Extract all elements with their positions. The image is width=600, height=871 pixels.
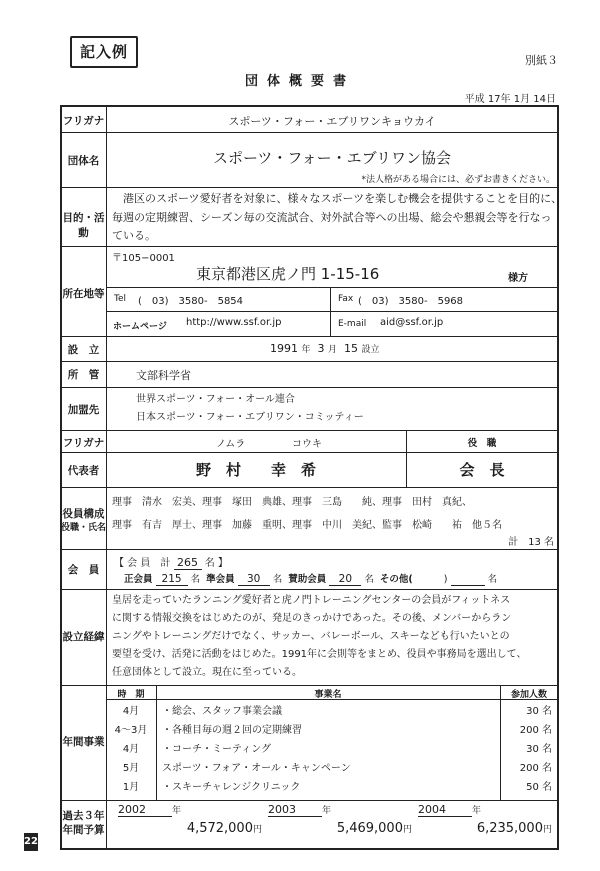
budget-block [262, 803, 412, 845]
mei-label: 名 [364, 574, 374, 585]
sama-kata: 様方 [508, 273, 528, 284]
org-furigana: スポーツ・フォー・エブリワンキョウカイ [228, 115, 436, 128]
annual-event: ・各種目毎の週２回の定期練習 [162, 725, 302, 736]
label-budget-sub: 年間予算 [62, 824, 105, 836]
established-year: 1991 [270, 342, 298, 355]
label-officers-sub: 役職・氏名 [61, 523, 107, 533]
nen-label: 年 [301, 345, 311, 355]
postal-code: 〒105−0001 [112, 253, 175, 264]
page-title: 団体概要書 [244, 74, 355, 89]
history-line: ニングやトレーニングだけでなく、サッカー、バレーボール、スキーなども行いたいとの [112, 631, 510, 642]
budget-amount-wrap [477, 821, 552, 836]
quasi-label: 準会員 [206, 574, 235, 585]
annual-count: 50 名 [526, 782, 552, 793]
table-row [106, 702, 558, 721]
label-furigana-representative: フリガナ [62, 437, 105, 449]
row-divider [106, 311, 558, 312]
row-divider [61, 246, 558, 247]
label-history: 設立経緯 [62, 631, 105, 643]
row-divider [61, 387, 558, 388]
table-row [106, 759, 558, 778]
email-label: E-mail [338, 319, 367, 329]
annual-event: ・コーチ・ミーティング [162, 744, 271, 755]
fax-value: ( 03) 3580- 5968 [358, 296, 464, 307]
budget-nen: 年 [172, 806, 182, 816]
org-note: *法人格がある場合には、必ずお書きください。 [361, 175, 555, 185]
members-breakdown [124, 571, 497, 586]
members-total [114, 554, 228, 570]
sample-stamp: 記入例 [70, 36, 138, 68]
history-line: 任意団体として設立。現在に至っている。 [112, 667, 302, 678]
annual-event: スポーツ・フォア・オール・キャンペーン [162, 763, 351, 774]
budget-yen: 円 [542, 825, 552, 835]
mei-label: 名 [487, 574, 498, 585]
org-name: スポーツ・フォー・エブリワン協会 [212, 149, 452, 167]
label-org-name: 団体名 [67, 155, 100, 167]
established-month: 3 [317, 342, 325, 355]
history-line: 要望を受け、活発に活動をはじめた。1991年に会則等をまとめ、役員や事務局を選出して、 [112, 649, 527, 660]
budget-nen: 年 [472, 806, 482, 816]
homepage-label: ホームページ [113, 322, 167, 332]
affiliation-item: 世界スポーツ・フォー・オール連合 [136, 394, 295, 405]
address-column-divider [330, 287, 331, 336]
role-header: 役 職 [467, 438, 497, 449]
budget-amount: 5,469,000 [336, 821, 403, 836]
budget-amount-wrap [187, 821, 262, 836]
budget-yen: 円 [402, 825, 412, 835]
annual-count: 200 名 [519, 763, 552, 774]
table-row [106, 778, 558, 797]
affiliation-item: 日本スポーツ・フォー・エブリワン・コミッティー [136, 412, 364, 423]
members-total-suffix: 名 】 [204, 558, 228, 569]
label-budget: 過去３年 [62, 810, 105, 822]
members-total-value: 265 [174, 556, 202, 570]
support-label: 賛助会員 [288, 574, 327, 585]
budget-nen: 年 [322, 806, 332, 816]
table-row [106, 740, 558, 759]
jurisdiction-value: 文部科学省 [136, 369, 191, 382]
tsuki-label: 月 [328, 345, 338, 355]
regular-label: 正会員 [124, 574, 153, 585]
officers-total: 計 13 名 [508, 537, 554, 548]
affiliation-list [136, 391, 364, 427]
label-established: 設 立 [67, 344, 100, 356]
tel-value: ( 03) 3580- 5854 [138, 296, 244, 307]
purpose-line: ている。 [112, 229, 156, 242]
row-divider [61, 361, 558, 362]
page-number: 22 [24, 833, 38, 851]
annual-count: 30 名 [526, 706, 552, 717]
street-address: 東京都港区虎ノ門 1-15-16 [196, 265, 380, 283]
annual-header-period: 時 期 [117, 690, 145, 700]
annual-period: 4〜3月 [114, 725, 148, 736]
budget-block [412, 803, 552, 845]
members-total-label: 【 会 員 計 [114, 558, 171, 569]
budget-year-wrap [268, 803, 331, 817]
annual-period: 4月 [122, 744, 140, 755]
annual-period: 1月 [122, 782, 140, 793]
budget-amount: 6,235,000 [476, 821, 543, 836]
label-representative: 代表者 [67, 465, 100, 477]
history-line: に関する情報交換をはじめたのが、発足のきっかけであった。その後、メンバーからラン [112, 613, 512, 624]
attachment-number: 別紙３ [525, 54, 558, 67]
budget-year-wrap [418, 803, 481, 817]
row-divider [61, 487, 558, 488]
label-address: 所在地等 [62, 288, 105, 300]
row-divider [61, 187, 558, 188]
label-officers: 役員構成 [62, 508, 105, 520]
mei-label: 名 [190, 574, 201, 585]
budget-yen: 円 [252, 825, 262, 835]
annual-rows [106, 702, 558, 797]
label-jurisdiction: 所 管 [67, 369, 100, 381]
tel-label: Tel [114, 294, 127, 304]
other-close: ) [443, 574, 448, 585]
annual-period: 5月 [122, 763, 140, 774]
officers-line: 理事 清水 宏美、理事 塚田 典雄、理事 三島 純、理事 田村 真紀、 [112, 497, 472, 508]
purpose-line: 港区のスポーツ愛好者を対象に、様々なスポーツを楽しむ機会を提供することを目的に、 [112, 192, 563, 205]
label-purpose: 目的・活動 [62, 212, 105, 239]
document-date: 平成 17年 1月 14日 [464, 94, 556, 105]
row-divider [61, 336, 558, 337]
established-day: 15 [344, 342, 359, 355]
annual-period: 4月 [122, 706, 140, 717]
purpose-text [112, 190, 562, 246]
history-line: 皇居を走っていたランニング愛好者と虎ノ門トレーニングセンターの会員がフィットネス [112, 595, 511, 606]
history-text [112, 592, 526, 682]
annual-event: ・総会、スタッフ事業会議 [162, 706, 282, 717]
annual-header-count: 参加人数 [510, 690, 547, 700]
regular-value: 215 [156, 573, 188, 586]
rep-role: 会 長 [459, 461, 505, 479]
annual-header-event: 事業名 [314, 690, 342, 700]
row-divider [106, 287, 558, 288]
setsuritsu-label: 設立 [361, 345, 380, 355]
other-label: その他( [379, 574, 413, 585]
rep-name: 野 村 幸 希 [196, 461, 317, 479]
row-divider [61, 685, 558, 686]
row-divider [61, 430, 558, 431]
budget-year-wrap [118, 803, 181, 817]
mei-label: 名 [272, 574, 283, 585]
purpose-line: 毎週の定期練習、シーズン毎の交流試合、対外試合等への出場、総会や懇親会等を行なっ [112, 210, 552, 224]
label-annual: 年間事業 [62, 736, 105, 748]
email-value: aid@ssf.or.jp [380, 317, 444, 328]
label-affiliation: 加盟先 [67, 404, 100, 416]
rep-furigana-mei: コウキ [292, 439, 322, 450]
annual-count: 200 名 [519, 725, 552, 736]
row-divider [61, 549, 558, 550]
established-date [270, 342, 380, 355]
budget-amount: 4,572,000 [186, 821, 253, 836]
budget-year: 2004 [418, 803, 472, 817]
row-divider [61, 132, 558, 133]
row-divider [61, 800, 558, 801]
rep-furigana-sei: ノムラ [216, 439, 246, 450]
row-divider [61, 452, 558, 453]
officers-line: 理事 有吉 厚士、理事 加藤 重明、理事 中川 美紀、監事 松崎 祐 他５名 [112, 520, 502, 531]
budget-year: 2003 [268, 803, 322, 817]
row-divider [61, 589, 558, 590]
label-members: 会 員 [67, 564, 100, 576]
fax-label: Fax [338, 294, 354, 304]
annual-event: ・スキーチャレンジクリニック [162, 782, 301, 793]
support-value: 20 [329, 573, 361, 586]
homepage-link: http://www.ssf.or.jp [186, 317, 282, 328]
table-row [106, 721, 558, 740]
label-furigana: フリガナ [62, 115, 105, 127]
budget-year: 2002 [118, 803, 172, 817]
quasi-value: 30 [238, 573, 270, 586]
budget-block [112, 803, 262, 845]
budget-amount-wrap [337, 821, 412, 836]
annual-count: 30 名 [526, 744, 552, 755]
